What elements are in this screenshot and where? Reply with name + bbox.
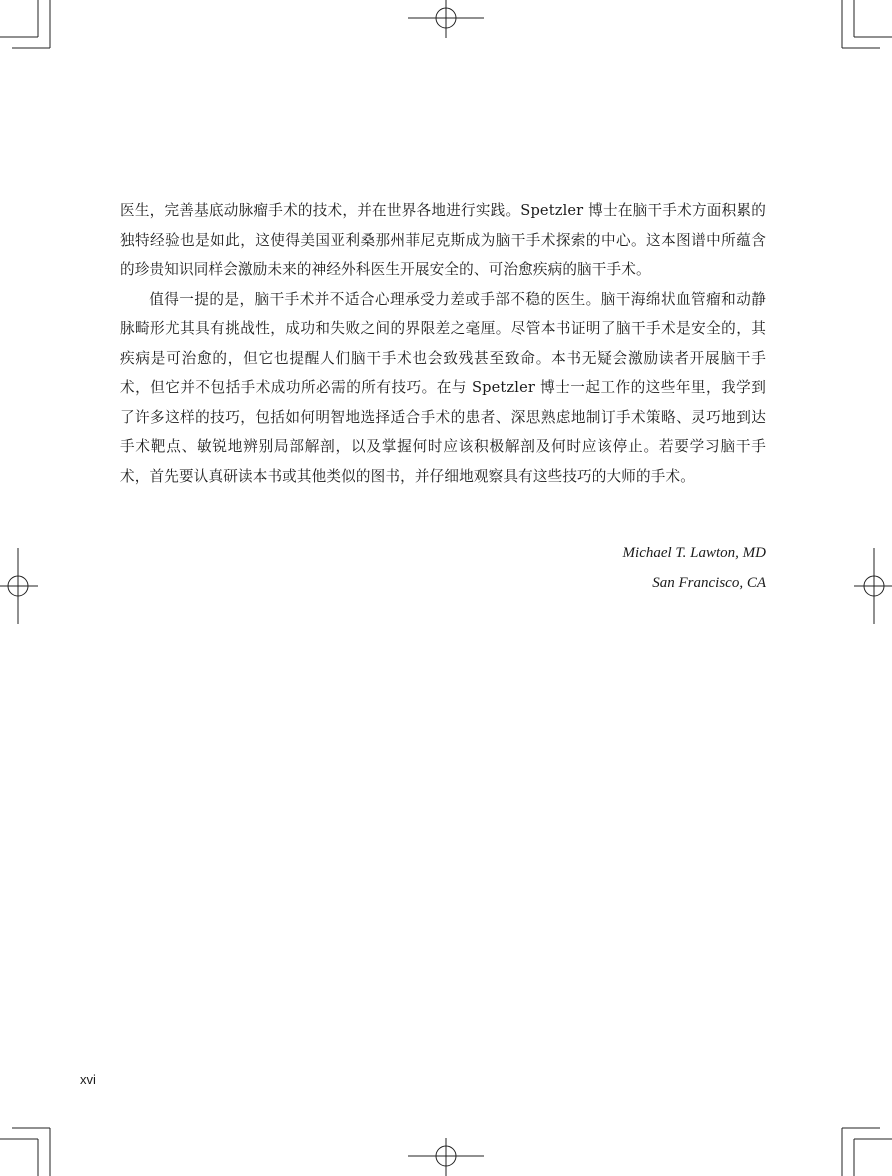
- paragraph-1: 医生，完善基底动脉瘤手术的技术，并在世界各地进行实践。Spetzler 博士在脑干手术方面积累的独特经验也是如此，这使得美国亚利桑那州菲尼克斯成为脑干手术探索的中心。这本图谱中所蕴含的珍贵知识同样会激励未来的神经外科医生开展安全的、可治愈疾病的脑干手术。: [120, 202, 766, 278]
- paragraph-2: 值得一提的是，脑干手术并不适合心理承受力差或手部不稳的医生。脑干海绵状血管瘤和动静脉畸形尤其具有挑战性，成功和失败之间的界限差之毫厘。尽管本书证明了脑干手术是安全的，其疾病是可治愈的，但它也提醒人们脑干手术也会致残甚至致命。本书无疑会激励读者开展脑干手术，但它并不包括手术成功所必需的所有技巧。在与 Spetzler 博士一起工作的这些年里，我学到了许多这样的技巧，包括如何明智地选择适合手术的患者、深思熟虑地制订手术策略、灵巧地到达手术靶点、敏锐地辨别局部解剖，以及掌握何时应该积极解剖及何时应该停止。若要学习脑干手术，首先要认真研读本书或其他类似的图书，并仔细地观察具有这些技巧的大师的手术。: [120, 290, 766, 485]
- registration-mark-top: [408, 0, 484, 38]
- registration-mark-left: [0, 548, 38, 624]
- crop-mark-top-left: [0, 0, 50, 48]
- author-name: Michael T. Lawton, MD: [622, 545, 766, 561]
- crop-mark-top-right: [842, 0, 892, 48]
- crop-mark-bottom-left: [0, 1128, 50, 1176]
- signature-block: [623, 538, 766, 598]
- body-text: [120, 196, 766, 491]
- registration-mark-right: [854, 548, 892, 624]
- page-number: xvi: [80, 1072, 96, 1087]
- registration-mark-bottom: [408, 1138, 484, 1176]
- crop-mark-bottom-right: [842, 1128, 892, 1176]
- author-location: San Francisco, CA: [652, 575, 766, 591]
